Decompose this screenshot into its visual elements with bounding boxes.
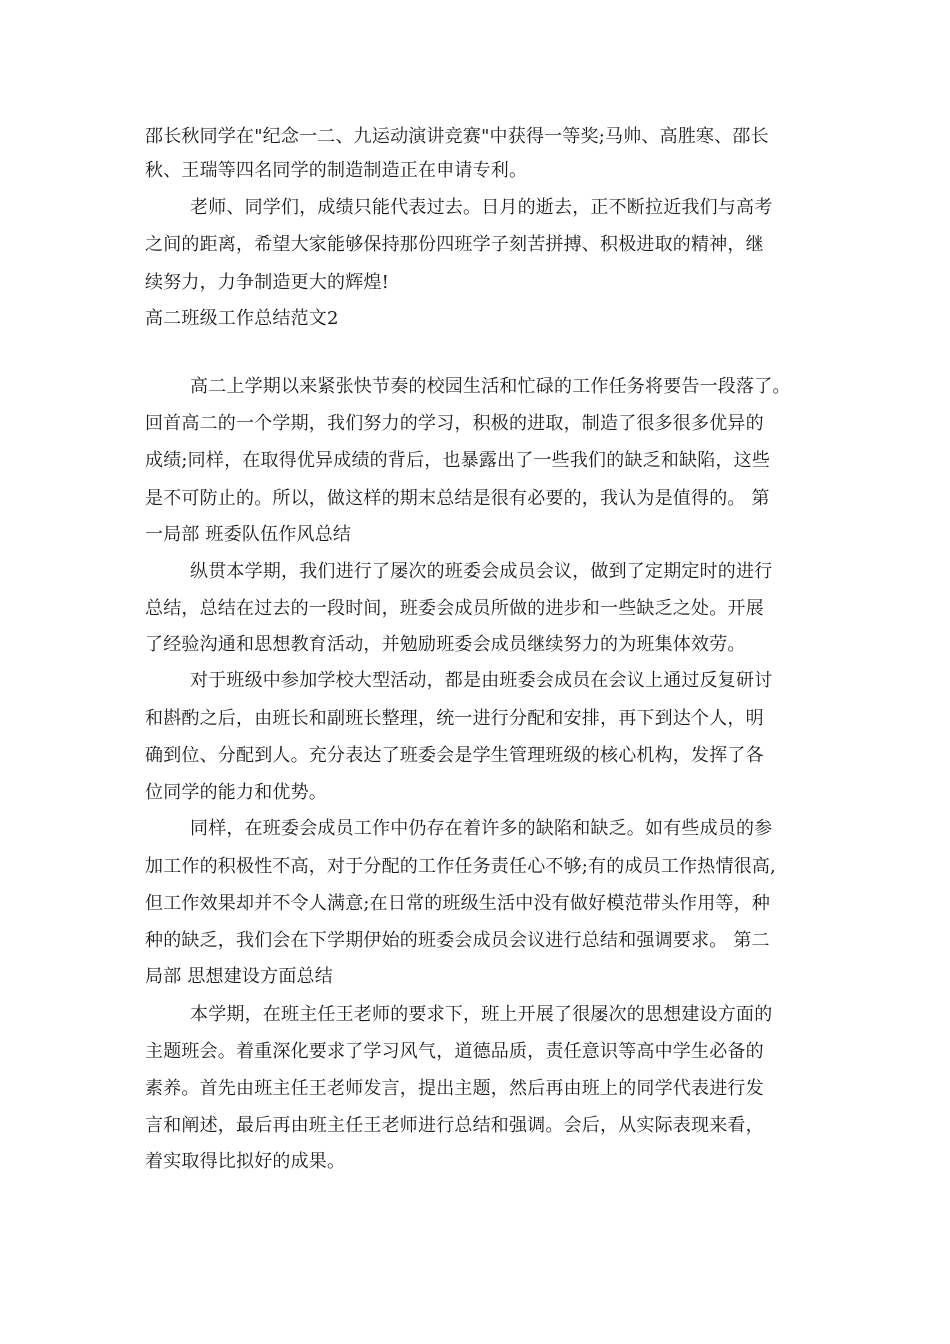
text-line: 言和阐述，最后再由班主任王老师进行总结和强调。会后，从实际表现来看， [145, 1115, 764, 1136]
text-line: 一局部 班委队伍作风总结 [145, 524, 352, 545]
text-line: 回首高二的一个学期，我们努力的学习，积极的进取，制造了很多很多优异的 [145, 413, 764, 434]
text-line: 对于班级中参加学校大型活动，都是由班委会成员在会议上通过反复研讨 [190, 670, 773, 691]
text-line: 纵贯本学期，我们进行了屡次的班委会成员会议，做到了定期定时的进行 [190, 561, 773, 582]
text-line: 种的缺乏，我们会在下学期伊始的班委会成员会议进行总结和强调要求。 第二 [145, 930, 770, 951]
text-line: 之间的距离，希望大家能够保持那份四班学子刻苦拼搏、积极进取的精神，继 [145, 234, 764, 255]
text-line: 本学期，在班主任王老师的要求下，班上开展了很屡次的思想建设方面的 [190, 1004, 773, 1025]
text-line: 了经验沟通和思想教育活动，并勉励班委会成员继续努力的为班集体效劳。 [145, 634, 746, 655]
text-line: 成绩;同样，在取得优异成绩的背后，也暴露出了一些我们的缺乏和缺陷，这些 [145, 450, 771, 471]
text-line: 加工作的积极性不高，对于分配的工作任务责任心不够;有的成员工作热情很高, [145, 856, 776, 877]
text-line: 续努力，力争制造更大的辉煌! [145, 272, 390, 293]
text-line: 着实取得比拟好的成果。 [145, 1151, 346, 1172]
text-line: 邵长秋同学在"纪念一二、九运动演讲竞赛"中获得一等奖;马帅、高胜寒、邵长 [145, 126, 769, 147]
text-line: 是不可防止的。所以，做这样的期末总结是很有必要的，我认为是值得的。 第 [145, 488, 770, 509]
text-line: 总结，总结在过去的一段时间，班委会成员所做的进步和一些缺乏之处。开展 [145, 598, 764, 619]
text-line: 局部 思想建设方面总结 [145, 966, 333, 987]
text-line: 但工作效果却并不令人满意;在日常的班级生活中没有做好模范带头作用等，种 [145, 893, 771, 914]
text-line: 主题班会。着重深化要求了学习风气，道德品质，责任意识等高中学生必备的 [145, 1041, 764, 1062]
text-line: 秋、王瑞等四名同学的制造制造正在申请专利。 [145, 160, 528, 181]
text-line: 确到位、分配到人。充分表达了班委会是学生管理班级的核心机构，发挥了各 [145, 745, 764, 766]
text-line: 和斟酌之后，由班长和副班长整理，统一进行分配和安排，再下到达个人，明 [145, 708, 764, 729]
text-line: 素养。首先由班主任王老师发言，提出主题，然后再由班上的同学代表进行发 [145, 1078, 764, 1099]
text-line: 老师、同学们，成绩只能代表过去。日月的逝去，正不断拉近我们与高考 [190, 197, 773, 218]
text-line: 同样，在班委会成员工作中仍存在着许多的缺陷和缺乏。如有些成员的参 [190, 818, 773, 839]
text-line: 高二上学期以来紧张快节奏的校园生活和忙碌的工作任务将要告一段落了。 [190, 376, 791, 397]
text-line: 位同学的能力和优势。 [145, 782, 327, 803]
section-heading: 高二班级工作总结范文2 [145, 308, 339, 329]
